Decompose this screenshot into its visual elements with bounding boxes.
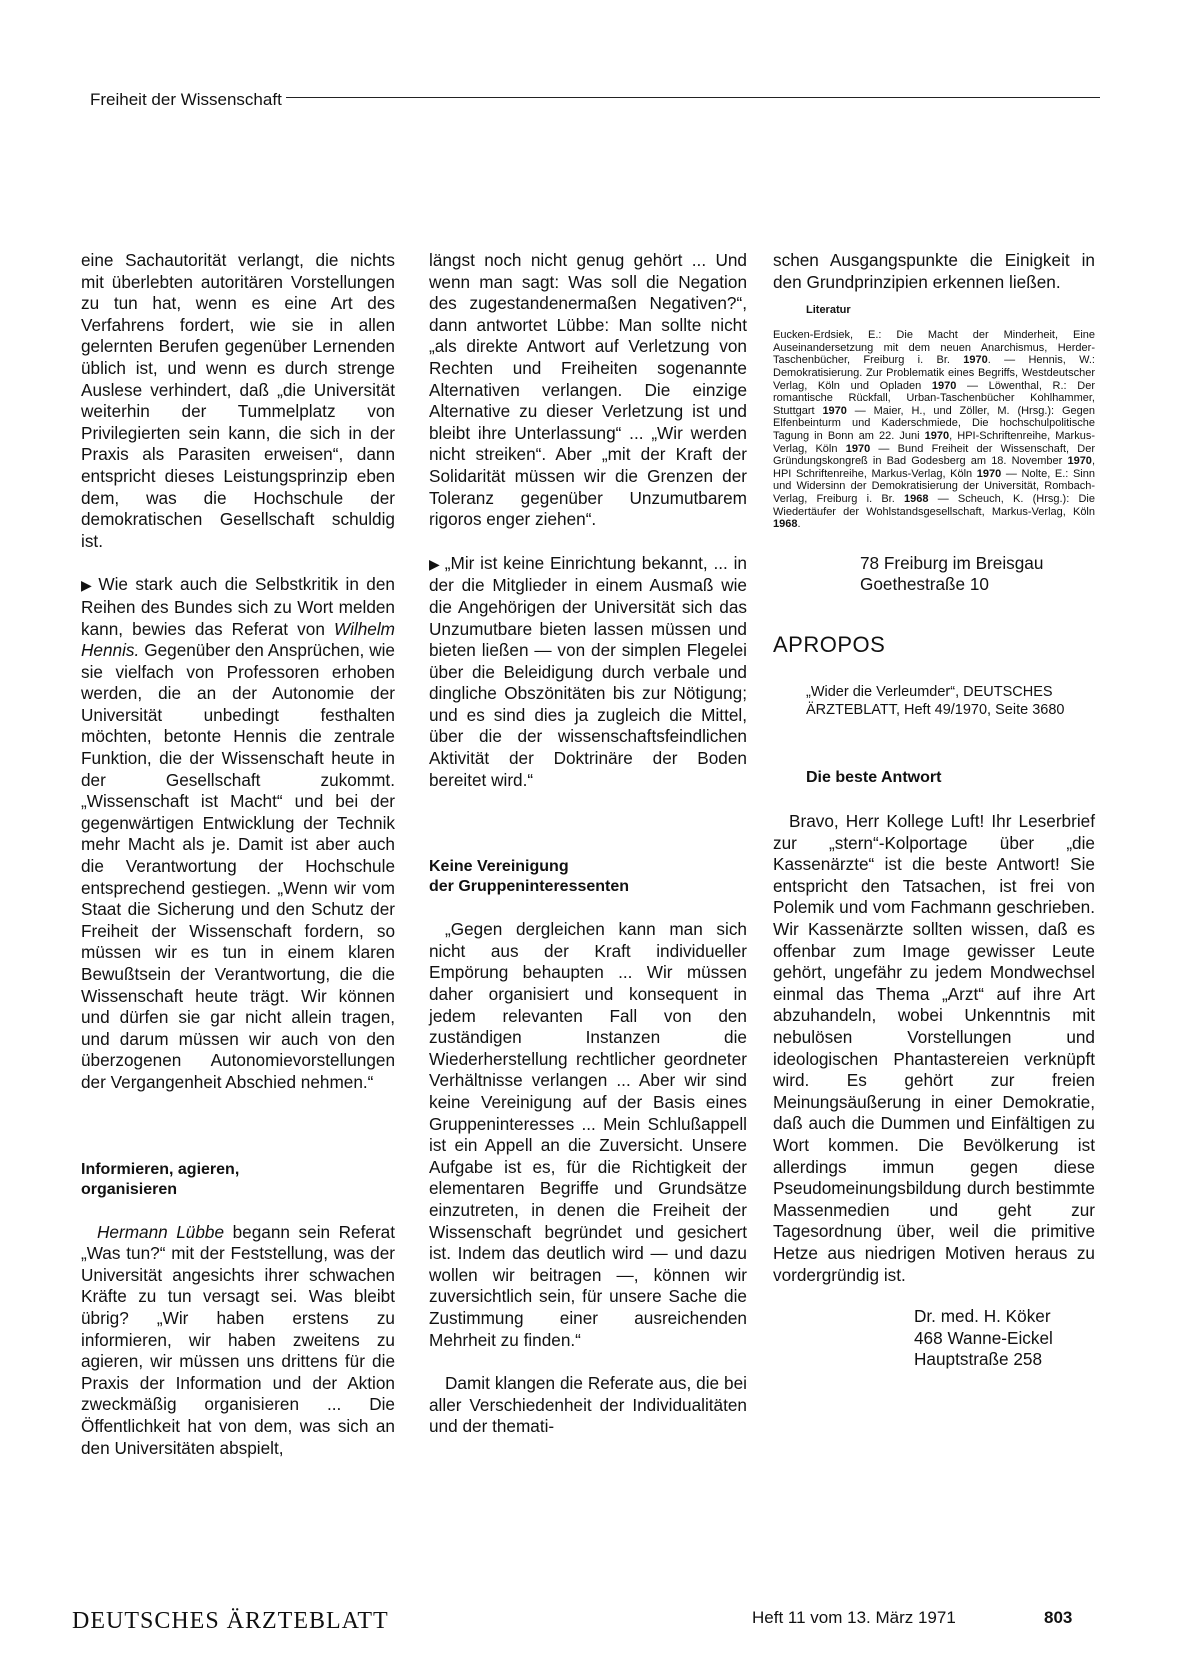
running-header bbox=[90, 90, 1100, 110]
literature-year: 1970 bbox=[963, 354, 988, 367]
apropos-reference: „Wider die Verleumder“, DEUTSCHES ÄRZTEBLATT, Heft 49/1970, Seite 3680 bbox=[806, 684, 1065, 719]
literature-text: . bbox=[797, 518, 801, 531]
column-1 bbox=[81, 250, 395, 1459]
column-3 bbox=[773, 250, 1095, 1371]
subheading-informieren: Informieren, agieren, organisieren bbox=[81, 1160, 240, 1198]
section-title: Freiheit der Wissenschaft bbox=[90, 90, 282, 109]
person-name: Hermann Lübbe bbox=[97, 1221, 225, 1242]
literature-year: 1970 bbox=[976, 467, 1002, 480]
col2-paragraph-1: längst noch nicht genug gehört ... Und wenn man sagt: Was soll die Negation des zugestandenermaßen Negativen?“, dann antwortet Lübbe: Man sollte nicht „als direkte Antwort auf Verletzung von Rechten und Freiheiten sogenannte Alternativen verlangen. Die einzige Alternative zu dieser Verletzung ist und bleibt ihre Unterlassung“ ... „Wir werden nicht streiken“. Aber „mit der Kraft der Solidarität müssen wir die Grenzen der Toleranz gegenüber Unzumutbarem rigoros enger ziehen“. bbox=[429, 250, 747, 530]
literature-text: Eucken-Erdsiek, E.: Die Macht der Minderheit, Eine Auseinandersetzung mit dem neuen Anarchismus, Herder-Taschenbücher, Freiburg i. Br. bbox=[773, 329, 1095, 367]
literature-year: 1970 bbox=[931, 379, 957, 392]
literature-year: 1970 bbox=[845, 442, 871, 455]
literature-text: — Scheuch, K. (Hrsg.): Die Wiedertäufer der Wohlstandsgesellschaft, Markus-Verlag, Köln bbox=[773, 492, 1095, 518]
literature-text: — Löwenthal, R.: Der romantische Rückfall, Urban-Taschenbücher Kohlhammer, Stuttgart bbox=[773, 379, 1095, 417]
literature-year: 1968 bbox=[904, 492, 929, 505]
journal-title: DEUTSCHES ÄRZTEBLATT bbox=[72, 1608, 389, 1634]
letter-signature: Dr. med. H. Köker 468 Wanne-Eickel Hauptstraße 258 bbox=[914, 1306, 1053, 1370]
col2-paragraph-2: ▶ „Mir ist keine Einrichtung bekannt, ... in der die Mitglieder in einem Ausmaß wie die Angehörigen der Universität sich das Unzumutbare bieten lassen müssen und bieten ließen — von der simplen Flegelei über die Beleidigung durch verbale und dingliche Obszönitäten bis zur Nötigung; und es sind dies ja zugleich die Mittel, über die der wissenschaftsfeindlichen Aktivität der Doktrinäre der Boden bereitet wird.“ bbox=[429, 552, 747, 790]
literature-text: , HPI Schriftenreihe, Markus-Verlag, Köln bbox=[773, 455, 1095, 480]
literature-text: , HPI-Schriftenreihe, Markus-Verlag, Köln bbox=[773, 429, 1095, 455]
literature-text: — Bund Freiheit der Wissenschaft, Der Gründungskongreß in Bad Godesberg am 18. November bbox=[773, 442, 1096, 468]
issue-info: Heft 11 vom 13. März 1971 bbox=[752, 1608, 956, 1627]
literature-year: 1970 bbox=[1067, 455, 1092, 468]
literature-year: 1968 bbox=[773, 518, 798, 531]
col1-paragraph-1: eine Sachautorität verlangt, die nichts mit überlebten autoritären Vorstellungen zu tun hat, wenn es eine Art des Verfahrens fordert, wie sie in allen gelernten Berufen gegenüber Lernenden üblich ist, und wenn es durch strenge Auslese verhindert, daß „die Universität weiterhin der Tummelplatz von Privilegierten sein kann, die sich in der Praxis als Parasiten erweisen“, dann entspricht dieses Leistungsprinzip eben dem, was die Hochschule der demokratischen Gesellschaft schuldig ist. bbox=[81, 250, 395, 551]
person-name: Wilhelm Hennis. bbox=[81, 618, 395, 661]
literature-text: — Maier, H., und Zöller, M. (Hrsg.): Gegen Elfenbeinturm und Kaderschmiede, Die hochschulpolitische Tagung in Bonn am 22. Juni bbox=[773, 404, 1095, 442]
col3-paragraph-1: schen Ausgangspunkte die Einigkeit in den Grundprinzipien erkennen ließen. bbox=[773, 250, 1095, 292]
literature-list bbox=[773, 329, 1095, 531]
apropos-heading: APROPOS bbox=[773, 631, 886, 657]
letter-title: Die beste Antwort bbox=[806, 769, 942, 787]
col2-paragraph-3: „Gegen dergleichen kann man sich nicht aus der Kraft individueller Empörung behaupten ... Wir müssen daher organisiert und konsequent in jedem relevanten Fall von den zuständigen Instanzen die Wiederherstellung rechtlicher geordneter Verhältnisse verlangen ... Aber wir sind keine Vereinigung auf der Basis eines Gruppeninteresses ... Mein Schlußappell ist ein Appell an die Zuversicht. Unsere Aufgabe ist es, für die Richtigkeit der elementaren Begriffe und Grundsätze einzutreten, in denen die Freiheit der Wissenschaft begründet und gesichert ist. Indem das deutlich wird — und dazu wollen wir beitragen —, können wir zuversichtlich sein, für unsere Sache die Zustimmung einer ausreichenden Mehrheit zu finden.“ bbox=[429, 919, 747, 1350]
triangle-marker-icon: ▶ bbox=[429, 555, 441, 572]
col1-paragraph-2: ▶ Wie stark auch die Selbstkritik in den Reihen des Bundes sich zu Wort melden kann, bewies das Referat von Wilhelm Hennis. Gegenüber den Ansprüchen, wie sie vielfach von Professoren erhoben werden, die an der Autonomie der Universität unbedingt festhalten möchten, betonte Hennis die zentrale Funktion, die der Wissenschaft heute in der Gesellschaft zukommt. „Wissenschaft ist Macht“ und bei der gegenwärtigen Entwicklung der Technik mehr Macht als je. Damit ist aber auch die Verantwortung der Hochschule entsprechend gestiegen. „Wenn wir vom Staat die Sicherung und den Schutz der Freiheit der Wissenschaft fordern, so müssen wir es tun in einem klaren Bewußtsein der Verantwortung, die die Wissenschaft heute trägt. Wir können und dürfen sie gar nicht allein tragen, und darum müssen wir auch von den überzogenen Autonomievorstellungen der Vergangenheit Abschied nehmen.“ bbox=[81, 574, 395, 1092]
literature-year: 1970 bbox=[924, 429, 950, 442]
subheading-keine-vereinigung: Keine Vereinigung der Gruppeninteressenten bbox=[429, 858, 630, 896]
header-rule bbox=[286, 97, 1100, 98]
triangle-marker-icon: ▶ bbox=[81, 577, 95, 594]
literature-year: 1970 bbox=[822, 404, 847, 417]
literature-heading: Literatur bbox=[806, 304, 851, 317]
literature-text: . — Hennis, W.: Demokratisierung. Zur Problematik eines Begriffs, Westdeutscher Verlag, Köln und Opladen bbox=[773, 354, 1095, 392]
col1-paragraph-3: Hermann Lübbe begann sein Referat „Was tun?“ mit der Feststellung, was der Universität angesichts ihrer schwachen Kräfte zu tun versagt sei. Was bleibt übrig? „Wir haben erstens zu informieren, wir haben zweitens zu agieren, wir müssen uns drittens für die Praxis der Information und der Aktion zweckmäßig organisieren ... Die Öffentlichkeit hat von dem, was sich an den Universitäten abspielt, bbox=[81, 1221, 396, 1458]
page-footer bbox=[72, 1608, 1100, 1635]
page-number: 803 bbox=[1044, 1608, 1073, 1627]
column-2 bbox=[429, 250, 747, 1438]
col2-paragraph-4: Damit klangen die Referate aus, die bei aller Verschiedenheit der Individualitäten und der themati- bbox=[429, 1373, 747, 1437]
literature-text: — Nolte, E.: Sinn und Widersinn der Demokratisierung der Universität, Rombach-Verlag, Freiburg i. Br. bbox=[773, 467, 1095, 505]
letter-body: Bravo, Herr Kollege Luft! Ihr Leserbrief zur „stern“-Kolportage über „die Kassenärzte“ ist die beste Antwort! Sie entspricht den Tatsachen, ist frei von Polemik und vom Fachmann geschrieben. Wir Kassenärzte sollten wissen, daß es offenbar zum Image gewisser Leute gehört, ungefähr zu jedem Mondwechsel einmal das Thema „Arzt“ auf ihre Art abzuhandeln, wobei Unkenntnis mit nebulösen Vorstellungen und ideologischen Phantastereien verknüpft wird. Es gehört zur freien Meinungsäußerung in einer Demokratie, daß auch die Dummen und Einfältigen zu Wort kommen. Die Bevölkerung ist allerdings immun gegen diese Pseudomeinungsbildung durch bestimmte Massenmedien und geht zur Tagesordnung über, weil die primitive Hetze aus niedrigen Motiven heraus zu vordergründig ist. bbox=[773, 811, 1095, 1285]
author-address: 78 Freiburg im Breisgau Goethestraße 10 bbox=[860, 552, 1044, 595]
